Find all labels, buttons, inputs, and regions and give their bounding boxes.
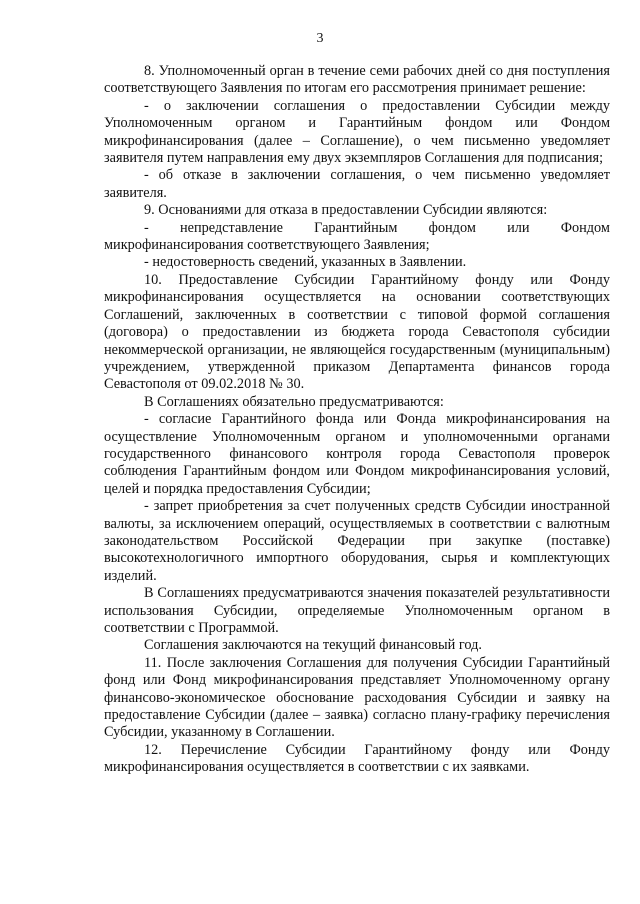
paragraph-9: 9. Основаниями для отказа в предоставлении Субсидии являются: <box>144 202 548 219</box>
agreements-term: Соглашения заключаются на текущий финансовый год. <box>144 637 482 654</box>
paragraph-9-reason-2: - недостоверность сведений, указанных в Заявлении. <box>144 254 467 271</box>
document-body <box>104 63 610 777</box>
paragraph-10: 10. Предоставление Субсидии Гарантийному фонду или Фонду микрофинансирования осуществляется на основании соответствующих Соглашений, заключенных в соответствии с типовой формой соглашения (договора) о предоставлении из бюджета города Севастополя субсидии некоммерческой организации, не являющейся государственным (муниципальным) учреждением, утвержденной приказом Департамента финансов города Севастополя от 09.02.2018 № 30. <box>104 271 610 393</box>
paragraph-9-reason-1: - непредставление Гарантийным фондом или Фондом микрофинансирования соответствующего Заявления; <box>104 219 610 254</box>
paragraph-12: 12. Перечисление Субсидии Гарантийному фонду или Фонду микрофинансирования осуществляется в соответствии с их заявками. <box>104 741 610 776</box>
paragraph-8: 8. Уполномоченный орган в течение семи рабочих дней со дня поступления соответствующего Заявления по итогам его рассмотрения принимает решение: <box>104 63 610 97</box>
paragraph-8-option-refusal: - об отказе в заключении соглашения, о чем письменно уведомляет заявителя. <box>104 167 610 201</box>
paragraph-8-option-agreement: - о заключении соглашения о предоставлении Субсидии между Уполномоченным органом и Гарантийным фондом или Фондом микрофинансирования (далее – Соглашение), о чем письменно уведомляет заявителя путем направления ему двух экземпляров Соглашения для подписания; <box>104 97 610 167</box>
agreements-item-prohibition: - запрет приобретения за счет полученных средств Субсидии иностранной валюты, за исключением операций, осуществляемых в соответствии с валютным законодательством Российской Федерации при закупке (поставке) высокотехнологичного импортного оборудования, сырья и комплектующих изделий. <box>104 498 610 584</box>
page-number: 3 <box>316 31 324 46</box>
agreements-indicators: В Соглашениях предусматриваются значения показателей результативности использования Субсидии, определяемые Уполномоченным органом в соответствии с Программой. <box>104 585 610 636</box>
agreements-intro: В Соглашениях обязательно предусматриваются: <box>144 393 444 410</box>
agreements-item-consent: - согласие Гарантийного фонда или Фонда микрофинансирования на осуществление Уполномоченным органом и уполномоченными органами государственного финансового контроля города Севастополя проверок соблюдения Гарантийным фондом или Фондом микрофинансирования условий, целей и порядка предоставления Субсидии; <box>104 411 610 497</box>
paragraph-11: 11. После заключения Соглашения для получения Субсидии Гарантийный фонд или Фонд микрофинансирования представляет Уполномоченному органу финансово-экономическое обоснование расходования Субсидии и заявку на предоставление Субсидии (далее – заявка) согласно плану-графику перечисления Субсидии, указанному в Соглашении. <box>104 654 610 741</box>
